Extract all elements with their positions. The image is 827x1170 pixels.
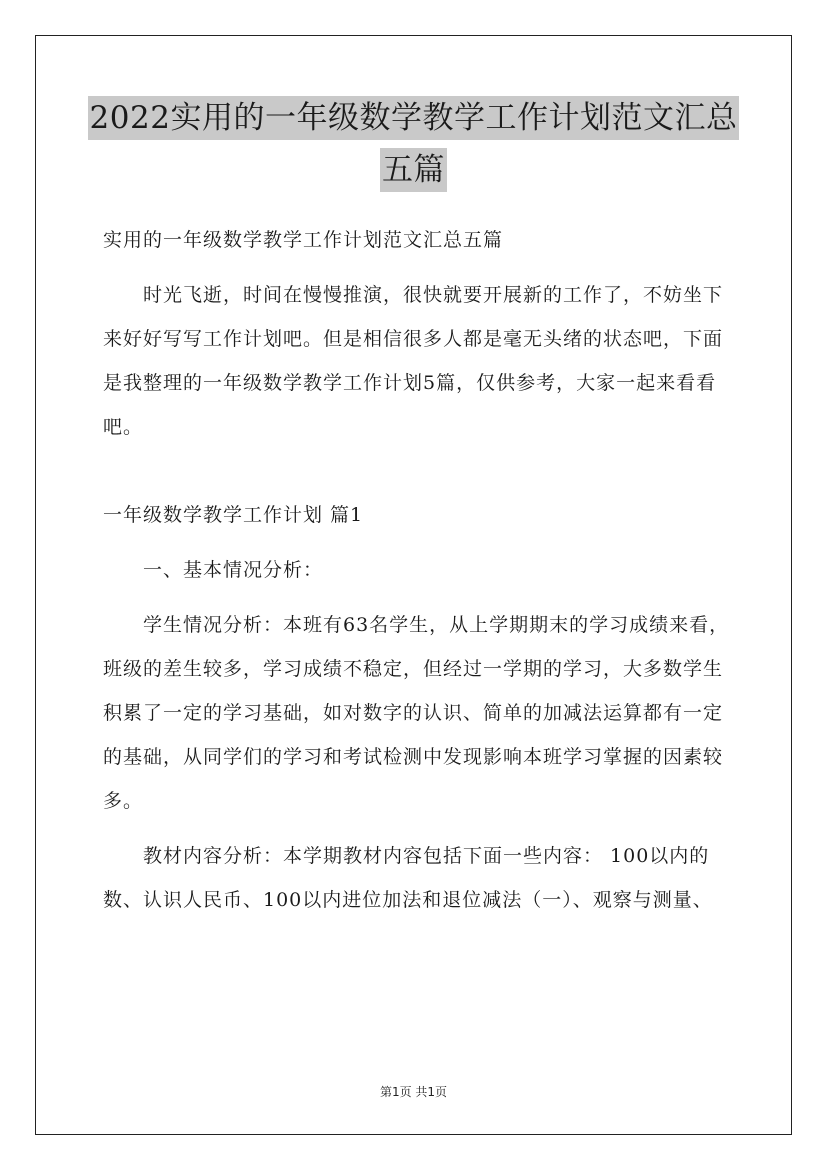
student-analysis-paragraph: 学生情况分析：本班有63名学生，从上学期期末的学习成绩来看，班级的差生较多，学习成绩不稳定，但经过一学期的学习，大多数学生积累了一定的学习基础，如对数字的认识、简单的加减法运算都有一定的基础，从同学们的学习和考试检测中发现影响本班学习掌握的因素较多。 — [103, 614, 730, 812]
document-body — [103, 218, 733, 922]
intro-paragraph: 时光飞逝，时间在慢慢推演，很快就要开展新的工作了，不妨坐下来好好写写工作计划吧。但是相信很多人都是毫无头绪的状态吧，下面是我整理的一年级数学教学工作计划5篇，仅供参考，大家一起来看看吧。 — [103, 284, 724, 438]
document-subtitle: 实用的一年级数学教学工作计划范文汇总五篇 — [103, 229, 504, 251]
item-heading: 一、基本情况分析： — [143, 559, 324, 581]
document-title — [0, 96, 827, 192]
material-analysis-paragraph: 教材内容分析：本学期教材内容包括下面一些内容： 100以内的数、认识人民币、100以内进位加法和退位减法（一）、观察与测量、 — [103, 845, 713, 911]
section-heading: 一年级数学教学工作计划 篇1 — [103, 504, 364, 526]
title-line-2: 五篇 — [380, 148, 447, 192]
page-footer: 第1页 共1页 — [379, 1085, 448, 1099]
title-line-1: 2022实用的一年级数学教学工作计划范文汇总 — [88, 96, 740, 140]
